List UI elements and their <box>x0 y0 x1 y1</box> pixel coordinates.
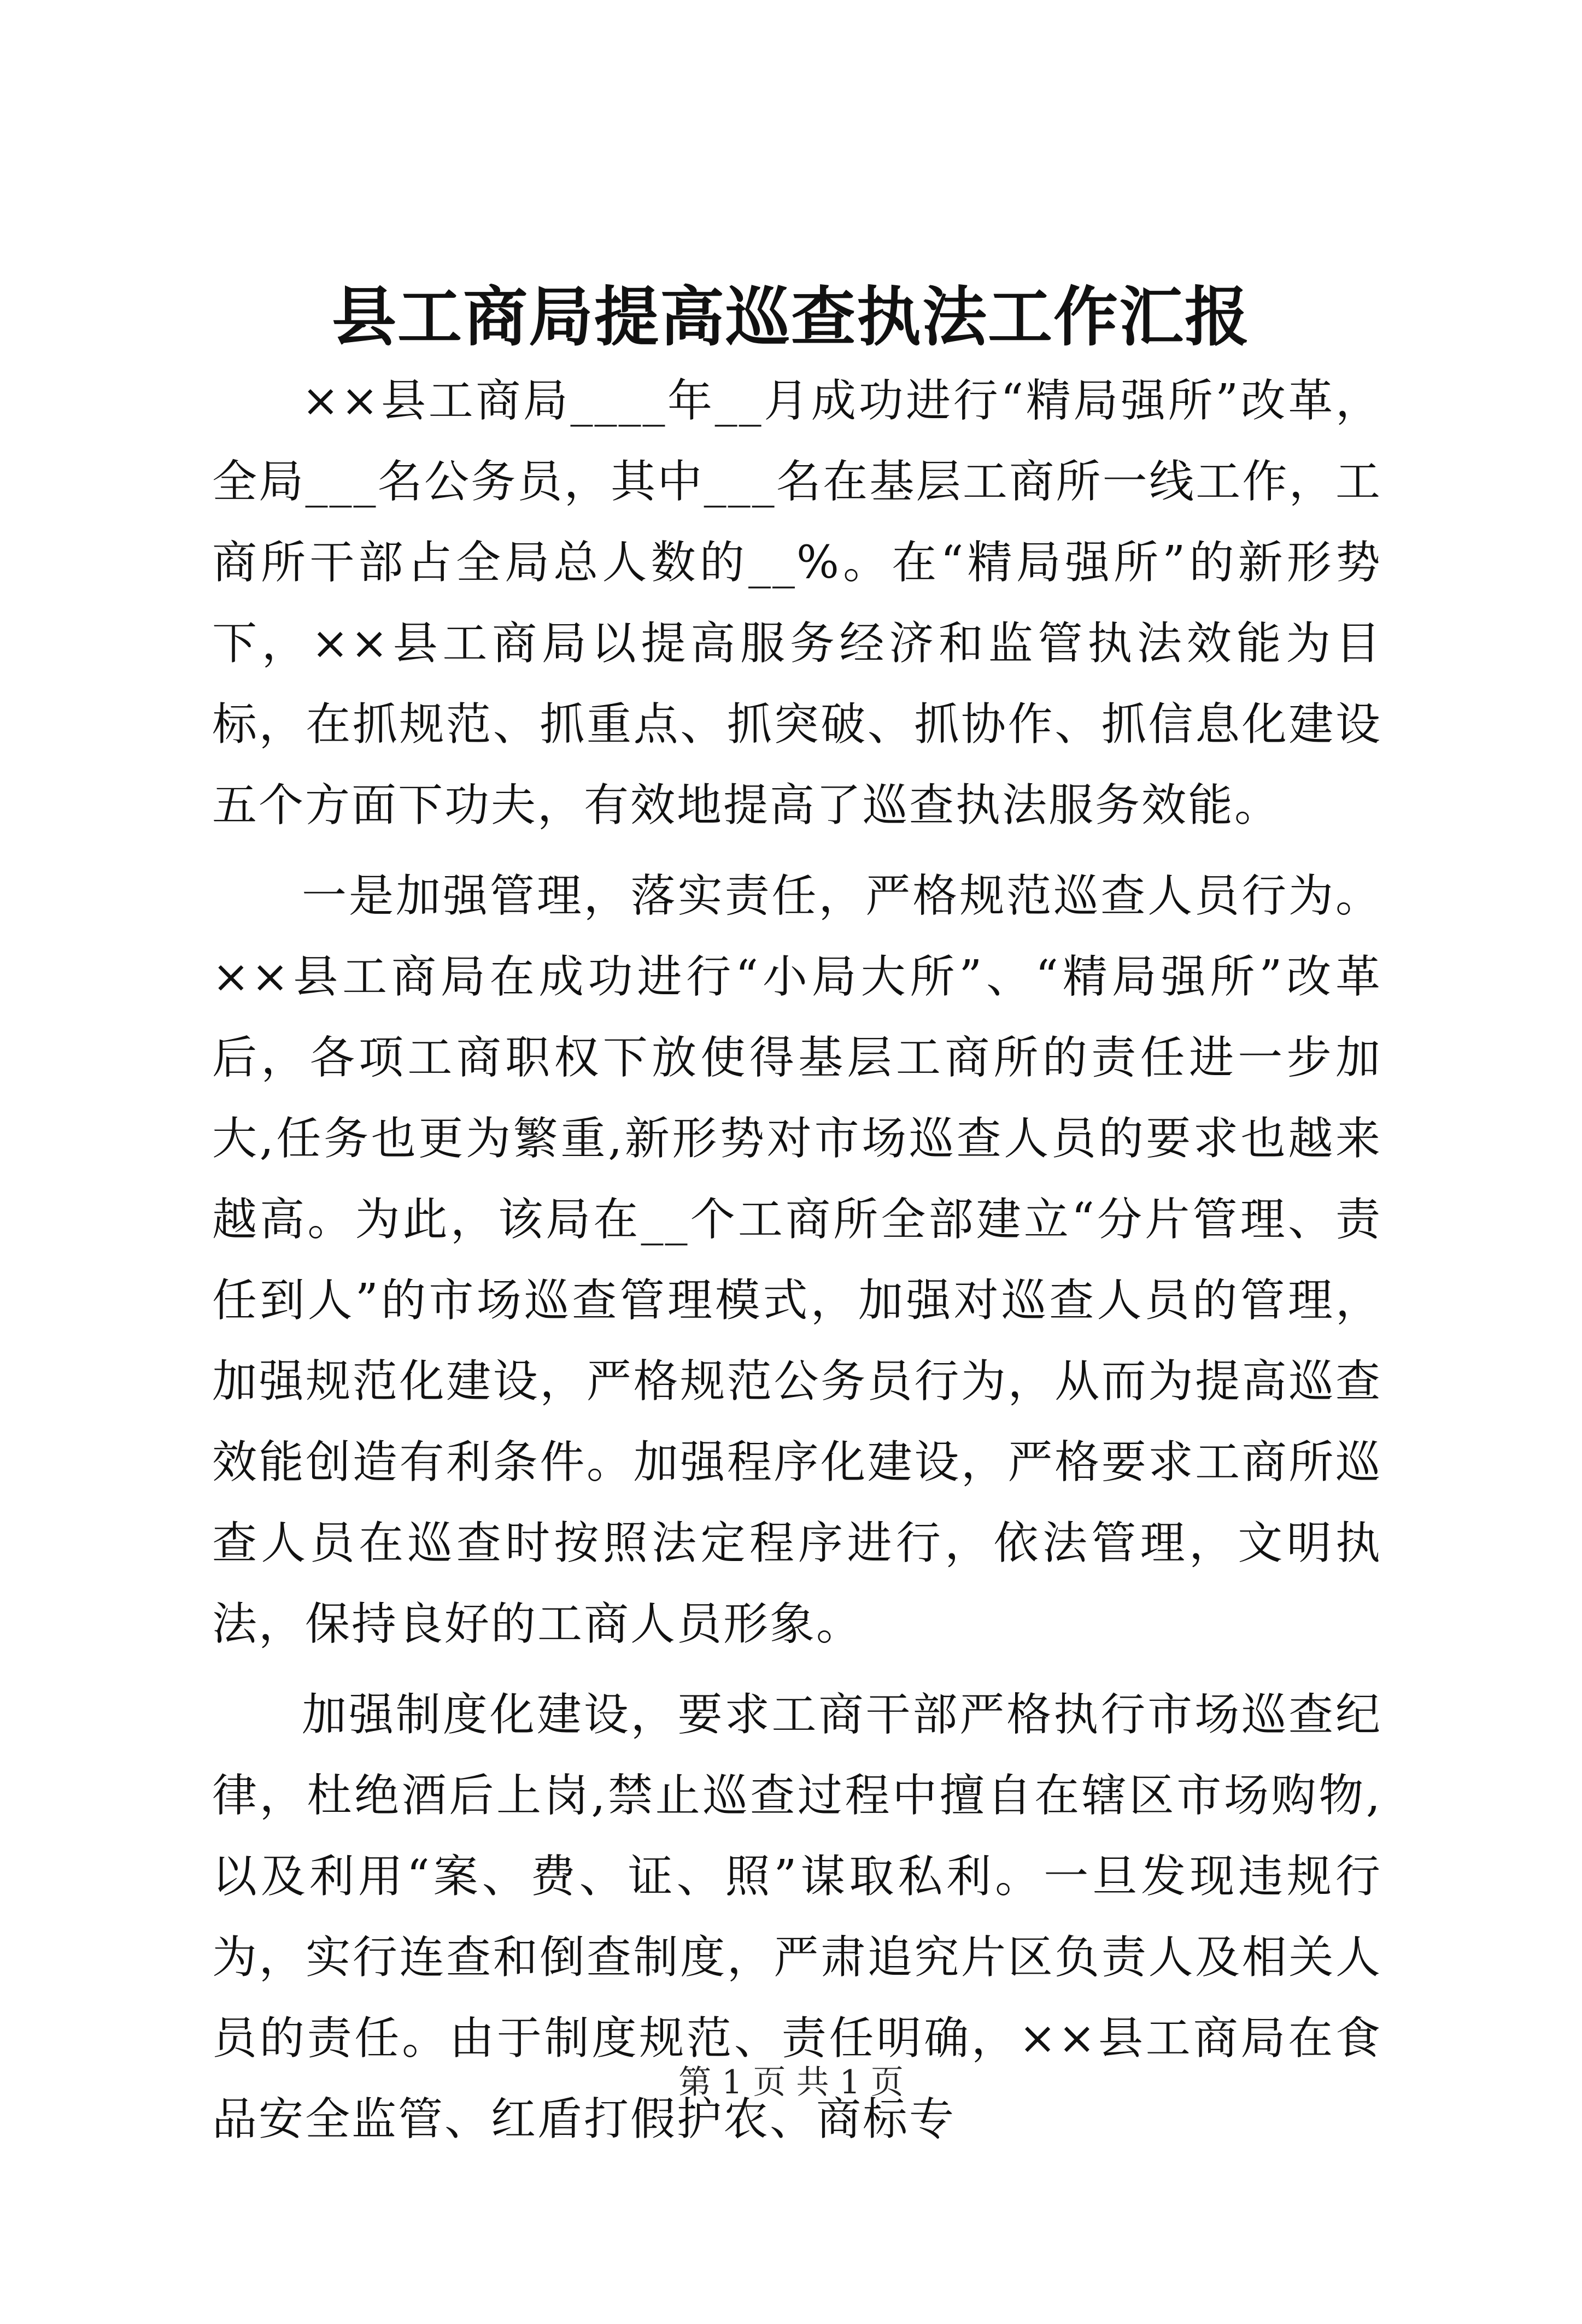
document-body <box>212 361 1382 2324</box>
body-paragraph: ××县工商局____年__月成功进行“精局强所”改革，全局___名公务员，其中___名在基层工商所一线工作，工商所干部占全局总人数的__%。在“精局强所”的新形势下，××县工商局以提高服务经济和监管执法效能为目标，在抓规范、抓重点、抓突破、抓协作、抓信息化建设五个方面下功夫，有效地提高了巡查执法服务效能。 <box>212 375 1382 831</box>
body-paragraph: 加强制度化建设，要求工商干部严格执行市场巡查纪律，杜绝酒后上岗,禁止巡查过程中擅自在辖区市场购物,以及利用“案、费、证、照”谋取私利。一旦发现违规行为，实行连查和倒查制度，严肃追究片区负责人及相关人员的责任。由于制度规范、责任明确，××县工商局在食品安全监管、红盾打假护农、商标专 <box>212 1689 1382 2145</box>
body-paragraph: 一是加强管理，落实责任，严格规范巡查人员行为。××县工商局在成功进行“小局大所”、“精局强所”改革后，各项工商职权下放使得基层工商所的责任进一步加大,任务也更为繁重,新形势对市场巡查人员的要求也越来越高。为此，该局在__个工商所全部建立“分片管理、责任到人”的市场巡查管理模式，加强对巡查人员的管理，加强规范化建设，严格规范公务员行为，从而为提高巡查效能创造有利条件。加强程序化建设，严格要求工商所巡查人员在巡查时按照法定程序进行，依法管理，文明执法，保持良好的工商人员形象。 <box>212 870 1382 1650</box>
document-title: 县工商局提高巡查执法工作汇报 <box>331 279 1250 355</box>
page-number-footer: 第 1 页 共 1 页 <box>678 2063 904 2102</box>
